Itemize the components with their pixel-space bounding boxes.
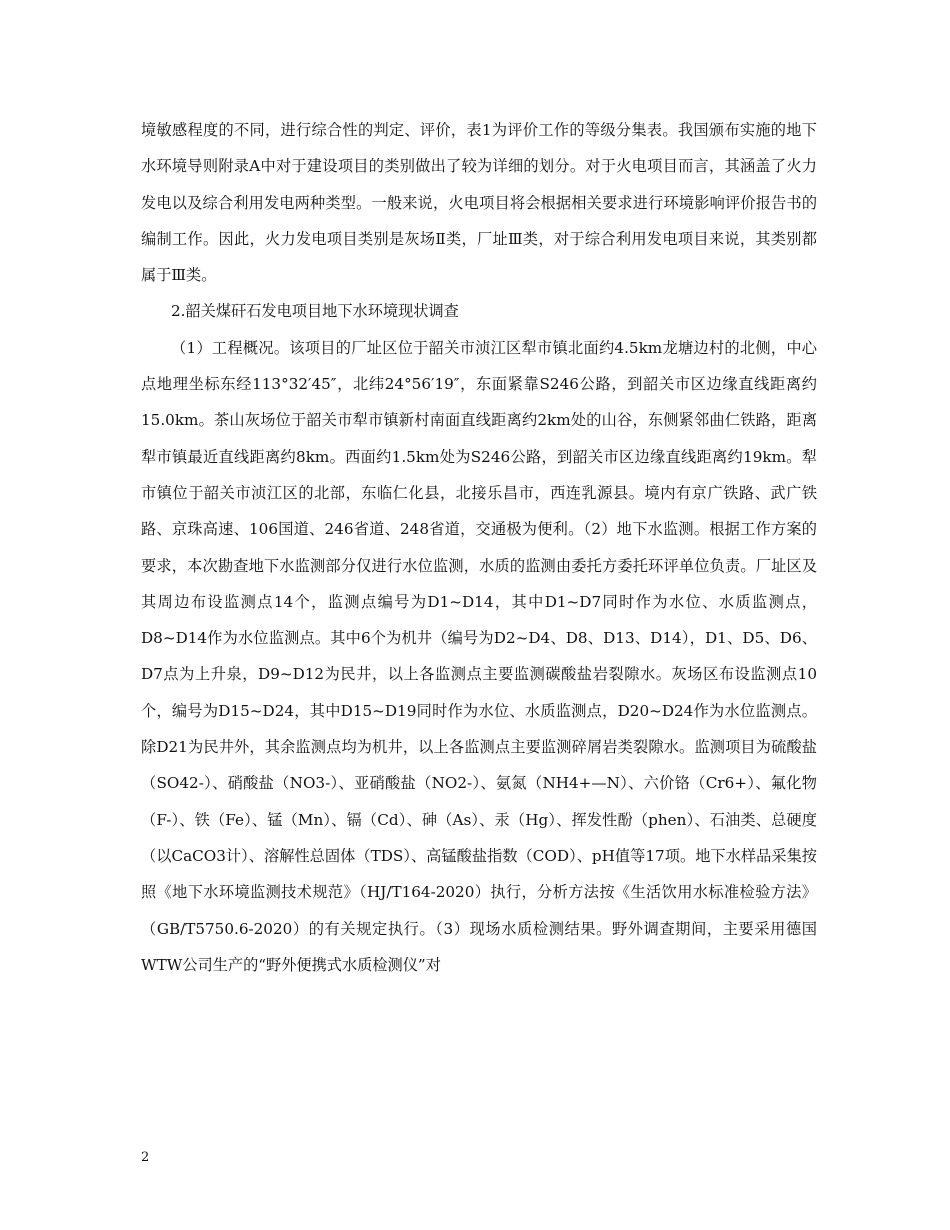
paragraph-evaluation-classification: 境敏感程度的不同，进行综合性的判定、评价，表1为评价工作的等级分集表。我国颁布实施的地下水环境导则附录A中对于建设项目的类别做出了较为详细的划分。对于火电项目而言，其涵盖了火力发电以及综合利用发电两种类型。一般来说，火电项目将会根据相关要求进行环境影响评价报告书的编制工作。因此，火力发电项目类别是灰场Ⅱ类，厂址Ⅲ类，对于综合利用发电项目来说，其类别都属于Ⅲ类。 — [141, 121, 817, 285]
body-text — [141, 112, 817, 983]
section-heading: 2.韶关煤矸石发电项目地下水环境现状调查 — [171, 302, 459, 321]
paragraph-project-survey: （1）工程概况。该项目的厂址区位于韶关市浈江区犁市镇北面约4.5km龙塘边村的北侧，中心点地理坐标东经113°32′45″，北纬24°56′19″，东面紧靠S246公路，到韶关市区边缘直线距离约15.0km。茶山灰场位于韶关市犁市镇新村南面直线距离约2km处的山谷，东侧紧邻曲仁铁路，距离犁市镇最近直线距离约8km。西面约1.5km处为S246公路，到韶关市区边缘直线距离约19km。犁市镇位于韶关市浈江区的北部，东临仁化县，北接乐昌市，西连乳源县。境内有京广铁路、武广铁路、京珠高速、106国道、246省道、248省道，交通极为便利。（2）地下水监测。根据工作方案的要求，本次勘查地下水监测部分仅进行水位监测，水质的监测由委托方委托环评单位负责。厂址区及其周边布设监测点14个，监测点编号为D1~D14，其中D1~D7同时作为水位、水质监测点，D8~D14作为水位监测点。其中6个为机井（编号为D2~D4、D8、D13、D14），D1、D5、D6、D7点为上升泉，D9~D12为民井，以上各监测点主要监测碳酸盐岩裂隙水。灰场区布设监测点10个，编号为D15~D24，其中D15~D19同时作为水位、水质监测点，D20~D24作为水位监测点。除D21为民井外，其余监测点均为机井，以上各监测点主要监测碎屑岩类裂隙水。监测项目为硫酸盐（SO42-）、硝酸盐（NO3-）、亚硝酸盐（NO2-）、氨氮（NH4+—N）、六价铬（Cr6+）、氟化物（F-）、铁（Fe）、锰（Mn）、镉（Cd）、砷（As）、汞（Hg）、挥发性酚（phen）、石油类、总硬度（以CaCO3计）、溶解性总固体（TDS）、高锰酸盐指数（COD）、pH值等17项。地下水样品采集按照《地下水环境监测技术规范》（HJ/T164-2020）执行，分析方法按《生活饮用水标准检验方法》（GB/T5750.6-2020）的有关规定执行。（3）现场水质检测结果。野外调查期间，主要采用德国WTW公司生产的“野外便携式水质检测仪”对 — [141, 338, 817, 974]
page-number: 2 — [141, 1150, 150, 1165]
